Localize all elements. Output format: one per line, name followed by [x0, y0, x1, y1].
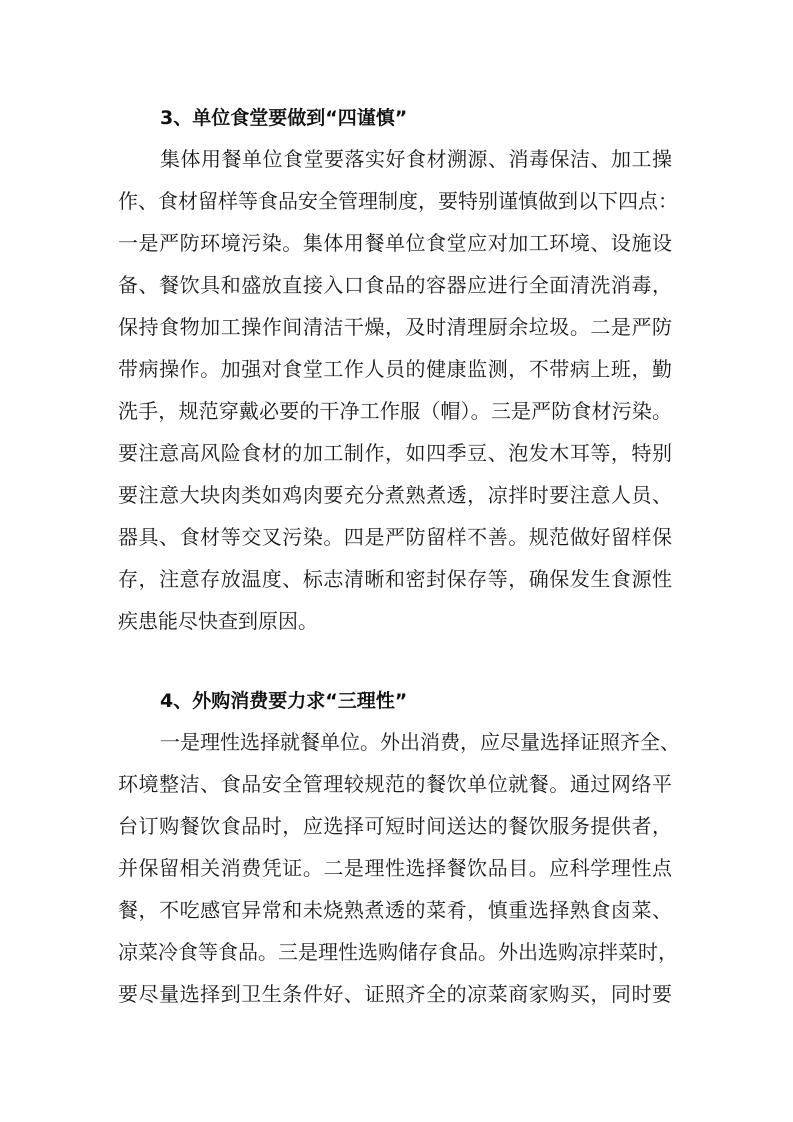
paragraph-line: 保持食物加工操作间清洁干燥，及时清理厨余垃圾。二是严防: [118, 315, 672, 339]
paragraph-line: 一是严防环境污染。集体用餐单位食堂应对加工环境、设施设: [118, 231, 672, 255]
paragraph-line: 凉菜冷食等食品。三是理性选购储存食品。外出选购凉拌菜时，: [118, 940, 678, 964]
paragraph-line: 一是理性选择就餐单位。外出消费，应尽量选择证照齐全、: [160, 730, 680, 754]
paragraph-line: 器具、食材等交叉污染。四是严防留样不善。规范做好留样保: [118, 525, 672, 549]
paragraph-line: 要注意高风险食材的加工制作，如四季豆、泡发木耳等，特别: [118, 441, 672, 465]
paragraph-line: 要尽量选择到卫生条件好、证照齐全的凉菜商家购买，同时要: [118, 982, 672, 1006]
paragraph-line: 疾患能尽快查到原因。: [118, 609, 318, 633]
paragraph-line: 存，注意存放温度、标志清晰和密封保存等，确保发生食源性: [118, 567, 672, 591]
paragraph-line: 作、食材留样等食品安全管理制度，要特别谨慎做到以下四点：: [118, 189, 678, 213]
section-4-heading: 4、外购消费要力求“三理性”: [160, 690, 408, 712]
paragraph-line: 备、餐饮具和盛放直接入口食品的容器应进行全面清洗消毒，: [118, 273, 672, 297]
paragraph-line: 餐，不吃感官异常和未烧熟煮透的菜肴，慎重选择熟食卤菜、: [118, 898, 672, 922]
paragraph-line: 环境整洁、食品安全管理较规范的餐饮单位就餐。通过网络平: [118, 772, 672, 796]
paragraph-line: 要注意大块肉类如鸡肉要充分煮熟煮透，凉拌时要注意人员、: [118, 483, 672, 507]
paragraph-line: 带病操作。加强对食堂工作人员的健康监测，不带病上班，勤: [118, 357, 672, 381]
paragraph-line: 洗手，规范穿戴必要的干净工作服（帽）。三是严防食材污染。: [118, 399, 672, 423]
paragraph-line: 并保留相关消费凭证。二是理性选择餐饮品目。应科学理性点: [118, 856, 672, 880]
paragraph-line: 台订购餐饮食品时，应选择可短时间送达的餐饮服务提供者，: [118, 814, 672, 838]
section-3-heading: 3、单位食堂要做到“四谨慎”: [160, 107, 408, 129]
paragraph-line: 集体用餐单位食堂要落实好食材溯源、消毒保洁、加工操: [160, 147, 672, 171]
